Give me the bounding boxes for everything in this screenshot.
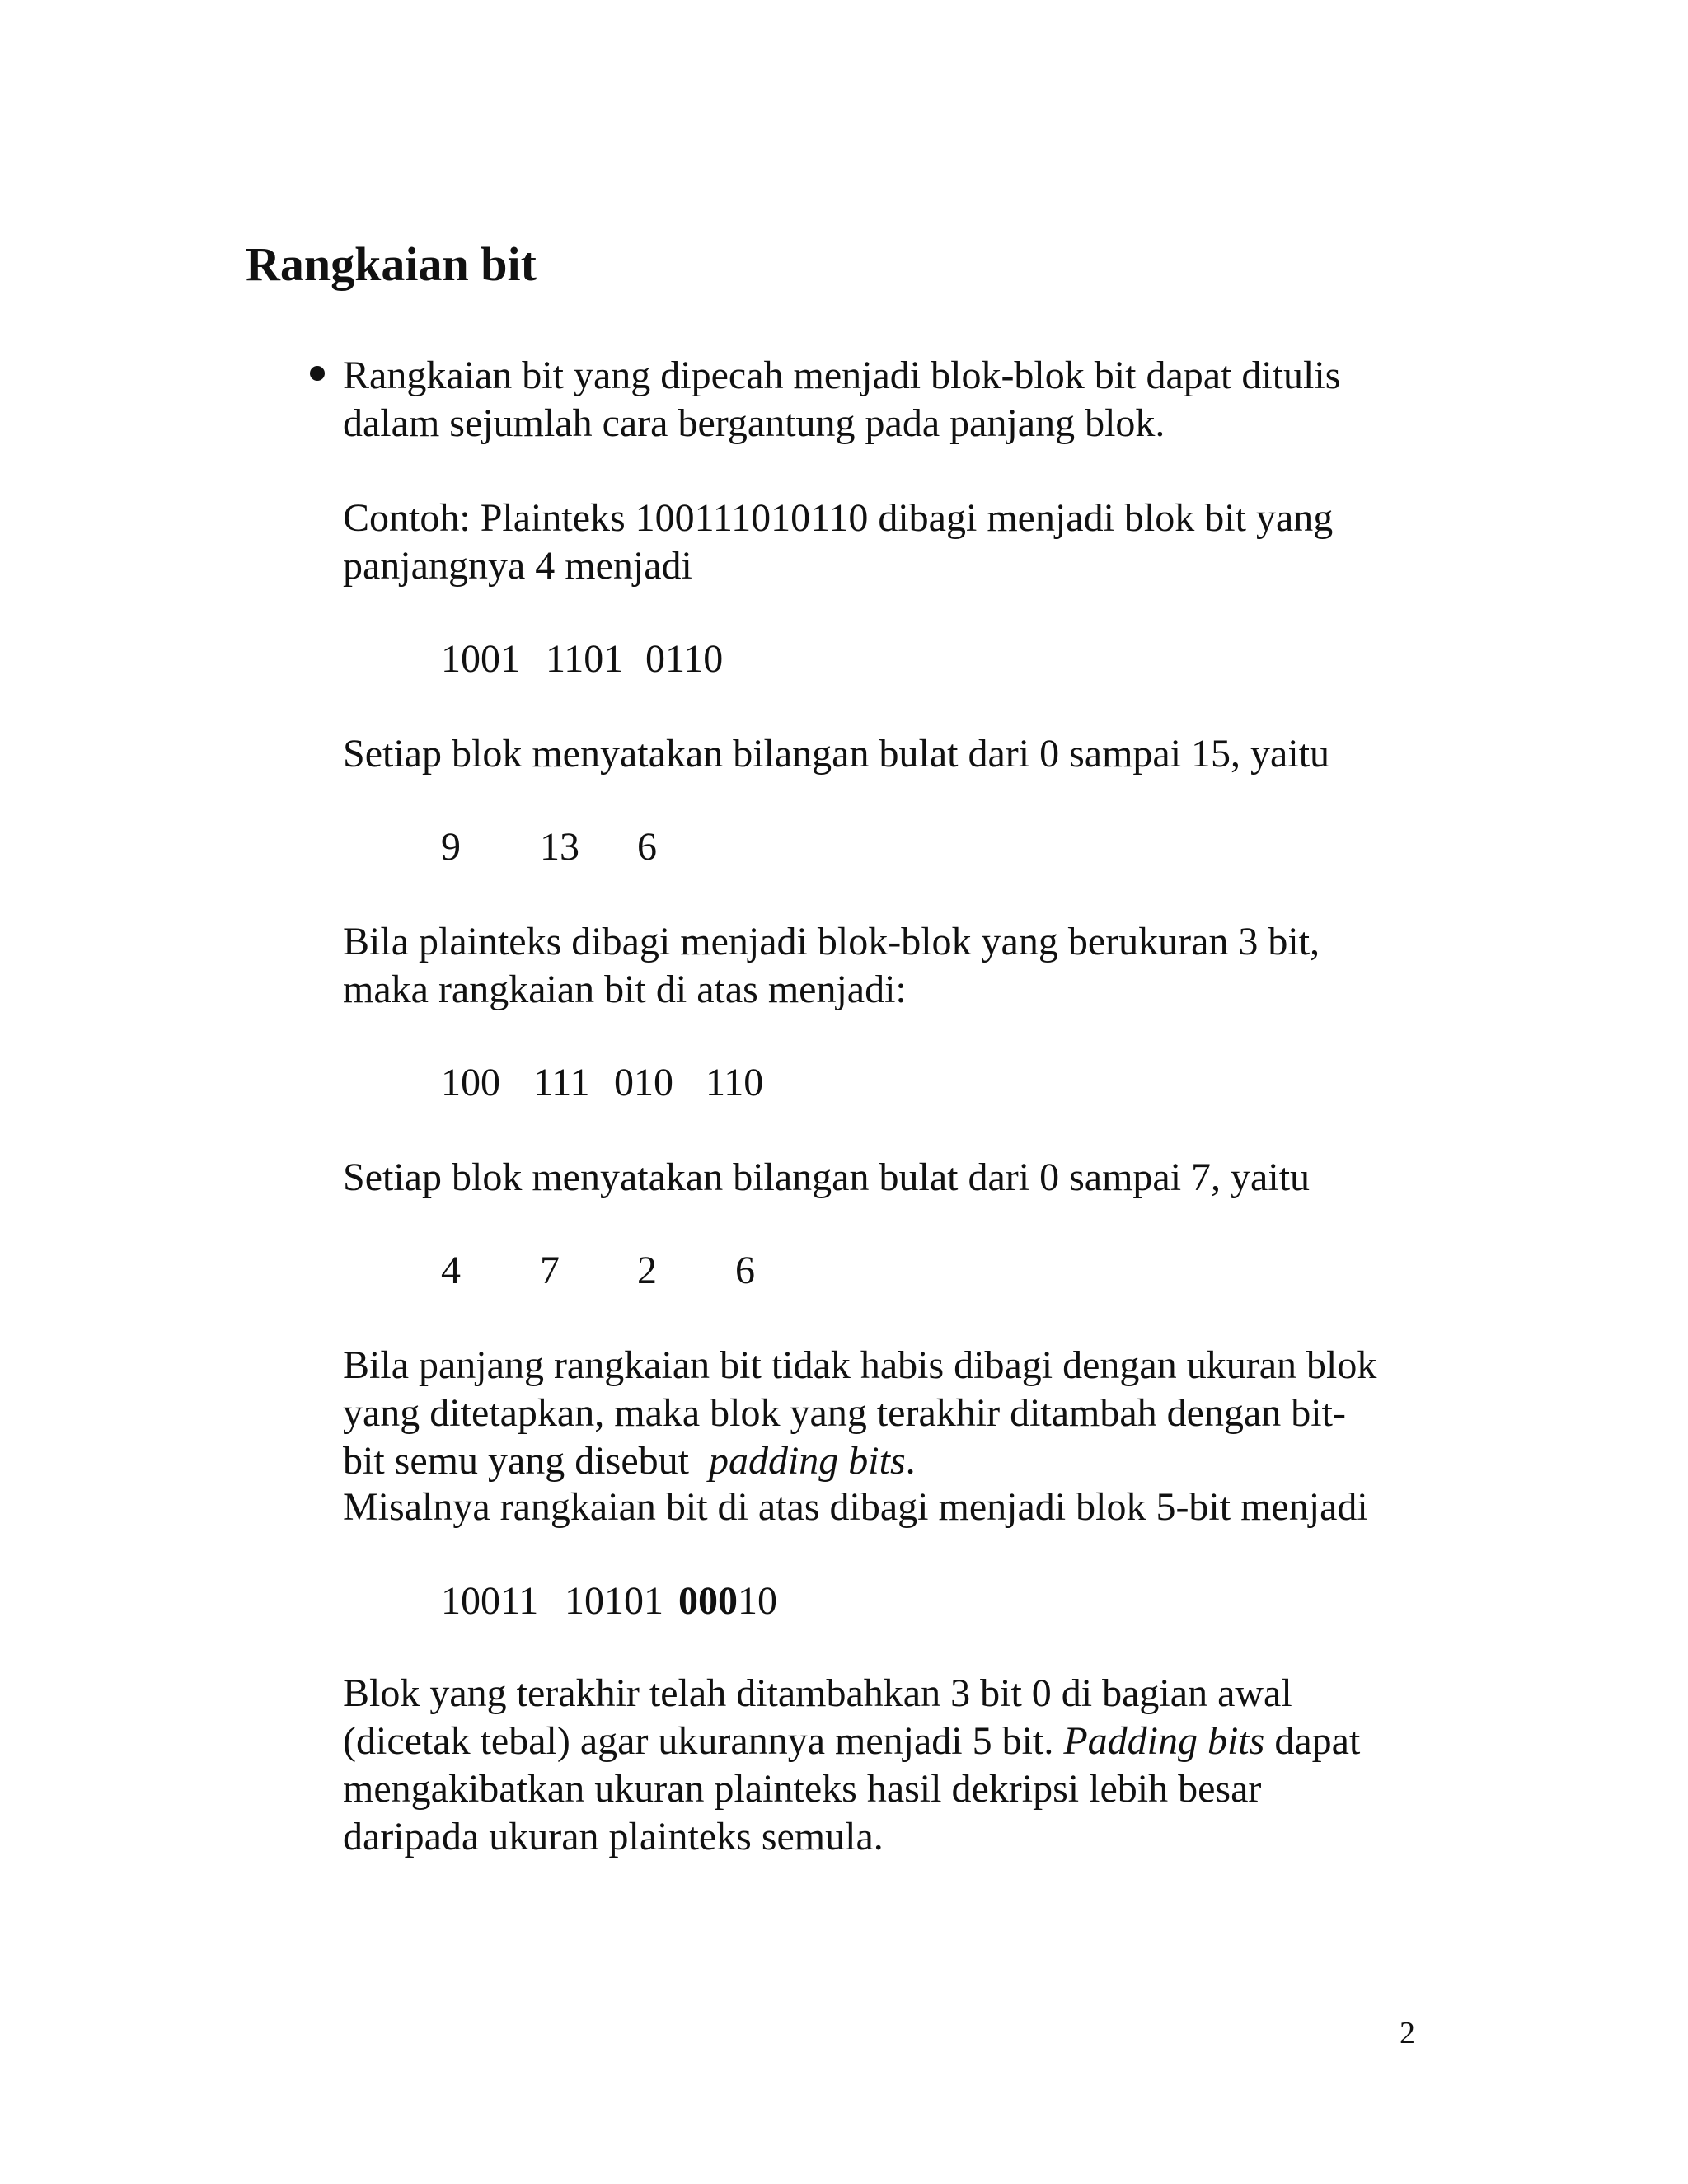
values-3bit-text: Setiap blok menyatakan bilangan bulat dari 0 sampai 7, yaitu <box>343 1155 1311 1199</box>
values-4bit <box>0 823 1688 871</box>
blocks-4bit <box>0 635 1688 683</box>
example-line-1: Contoh: Plainteks 100111010110 dibagi menjadi blok bit yang <box>343 496 1334 540</box>
block-5bit-2: 10101 <box>565 1579 663 1623</box>
value-4bit-3: 6 <box>637 825 657 869</box>
page-number: 2 <box>1400 2016 1415 2050</box>
block-4bit-2: 1101 <box>546 637 624 681</box>
values-4bit-text: Setiap blok menyatakan bilangan bulat dari 0 sampai 15, yaitu <box>343 732 1330 776</box>
padding-line-3-prefix: bit semu yang disebut <box>343 1439 709 1483</box>
value-3bit-4: 6 <box>735 1249 755 1292</box>
value-3bit-1: 4 <box>441 1249 461 1292</box>
conclusion-line-2-suffix: dapat <box>1264 1719 1361 1763</box>
split3-line-2: maka rangkaian bit di atas menjadi: <box>343 968 907 1011</box>
block-3bit-4: 110 <box>706 1061 764 1104</box>
conclusion-line-1: Blok yang terakhir telah ditambahkan 3 bit 0 di bagian awal <box>343 1671 1292 1715</box>
conclusion-line-2-prefix: (dicetak tebal) agar ukurannya menjadi 5 bit. <box>343 1719 1064 1763</box>
padding-line-3 <box>343 1437 916 1485</box>
value-4bit-2: 13 <box>540 825 579 869</box>
block-4bit-3: 0110 <box>645 637 724 681</box>
intro-line-1: Rangkaian bit yang dipecah menjadi blok-blok bit dapat ditulis <box>343 354 1341 397</box>
padding-line-2: yang ditetapkan, maka blok yang terakhir ditambah dengan bit- <box>343 1391 1346 1435</box>
example-line-2: panjangnya 4 menjadi <box>343 544 692 588</box>
values-3bit <box>0 1247 1688 1295</box>
conclusion-line-4: daripada ukuran plainteks semula. <box>343 1815 884 1858</box>
padding-bits-term-2: Padding bits <box>1063 1719 1265 1763</box>
padding-line-1: Bila panjang rangkaian bit tidak habis dibagi dengan ukuran blok <box>343 1343 1377 1387</box>
blocks-3bit <box>0 1059 1688 1107</box>
value-3bit-3: 2 <box>637 1249 657 1292</box>
block-5bit-1: 10011 <box>441 1579 539 1623</box>
intro-line-2: dalam sejumlah cara bergantung pada panjang blok. <box>343 401 1165 445</box>
block-5bit-3 <box>678 1577 777 1625</box>
padding-bits-term: padding bits <box>708 1439 906 1483</box>
padding-bits-bold: 000 <box>678 1579 738 1623</box>
split3-line-1: Bila plainteks dibagi menjadi blok-blok yang berukuran 3 bit, <box>343 920 1320 963</box>
blocks-5bit <box>0 1577 1688 1625</box>
padding-line-3-suffix: . <box>905 1439 916 1483</box>
block-3bit-3: 010 <box>614 1061 673 1104</box>
block-3bit-2: 111 <box>533 1061 590 1104</box>
block-3bit-1: 100 <box>441 1061 500 1104</box>
page-title: Rangkaian bit <box>246 237 537 291</box>
conclusion-line-3: mengakibatkan ukuran plainteks hasil dekripsi lebih besar <box>343 1767 1262 1811</box>
block-4bit-1: 1001 <box>441 637 520 681</box>
padding-line-4: Misalnya rangkaian bit di atas dibagi menjadi blok 5-bit menjadi <box>343 1485 1368 1529</box>
block-5bit-3-rest: 10 <box>738 1579 777 1623</box>
value-3bit-2: 7 <box>540 1249 560 1292</box>
conclusion-line-2 <box>343 1718 1360 1765</box>
bullet-icon <box>310 366 325 381</box>
value-4bit-1: 9 <box>441 825 461 869</box>
